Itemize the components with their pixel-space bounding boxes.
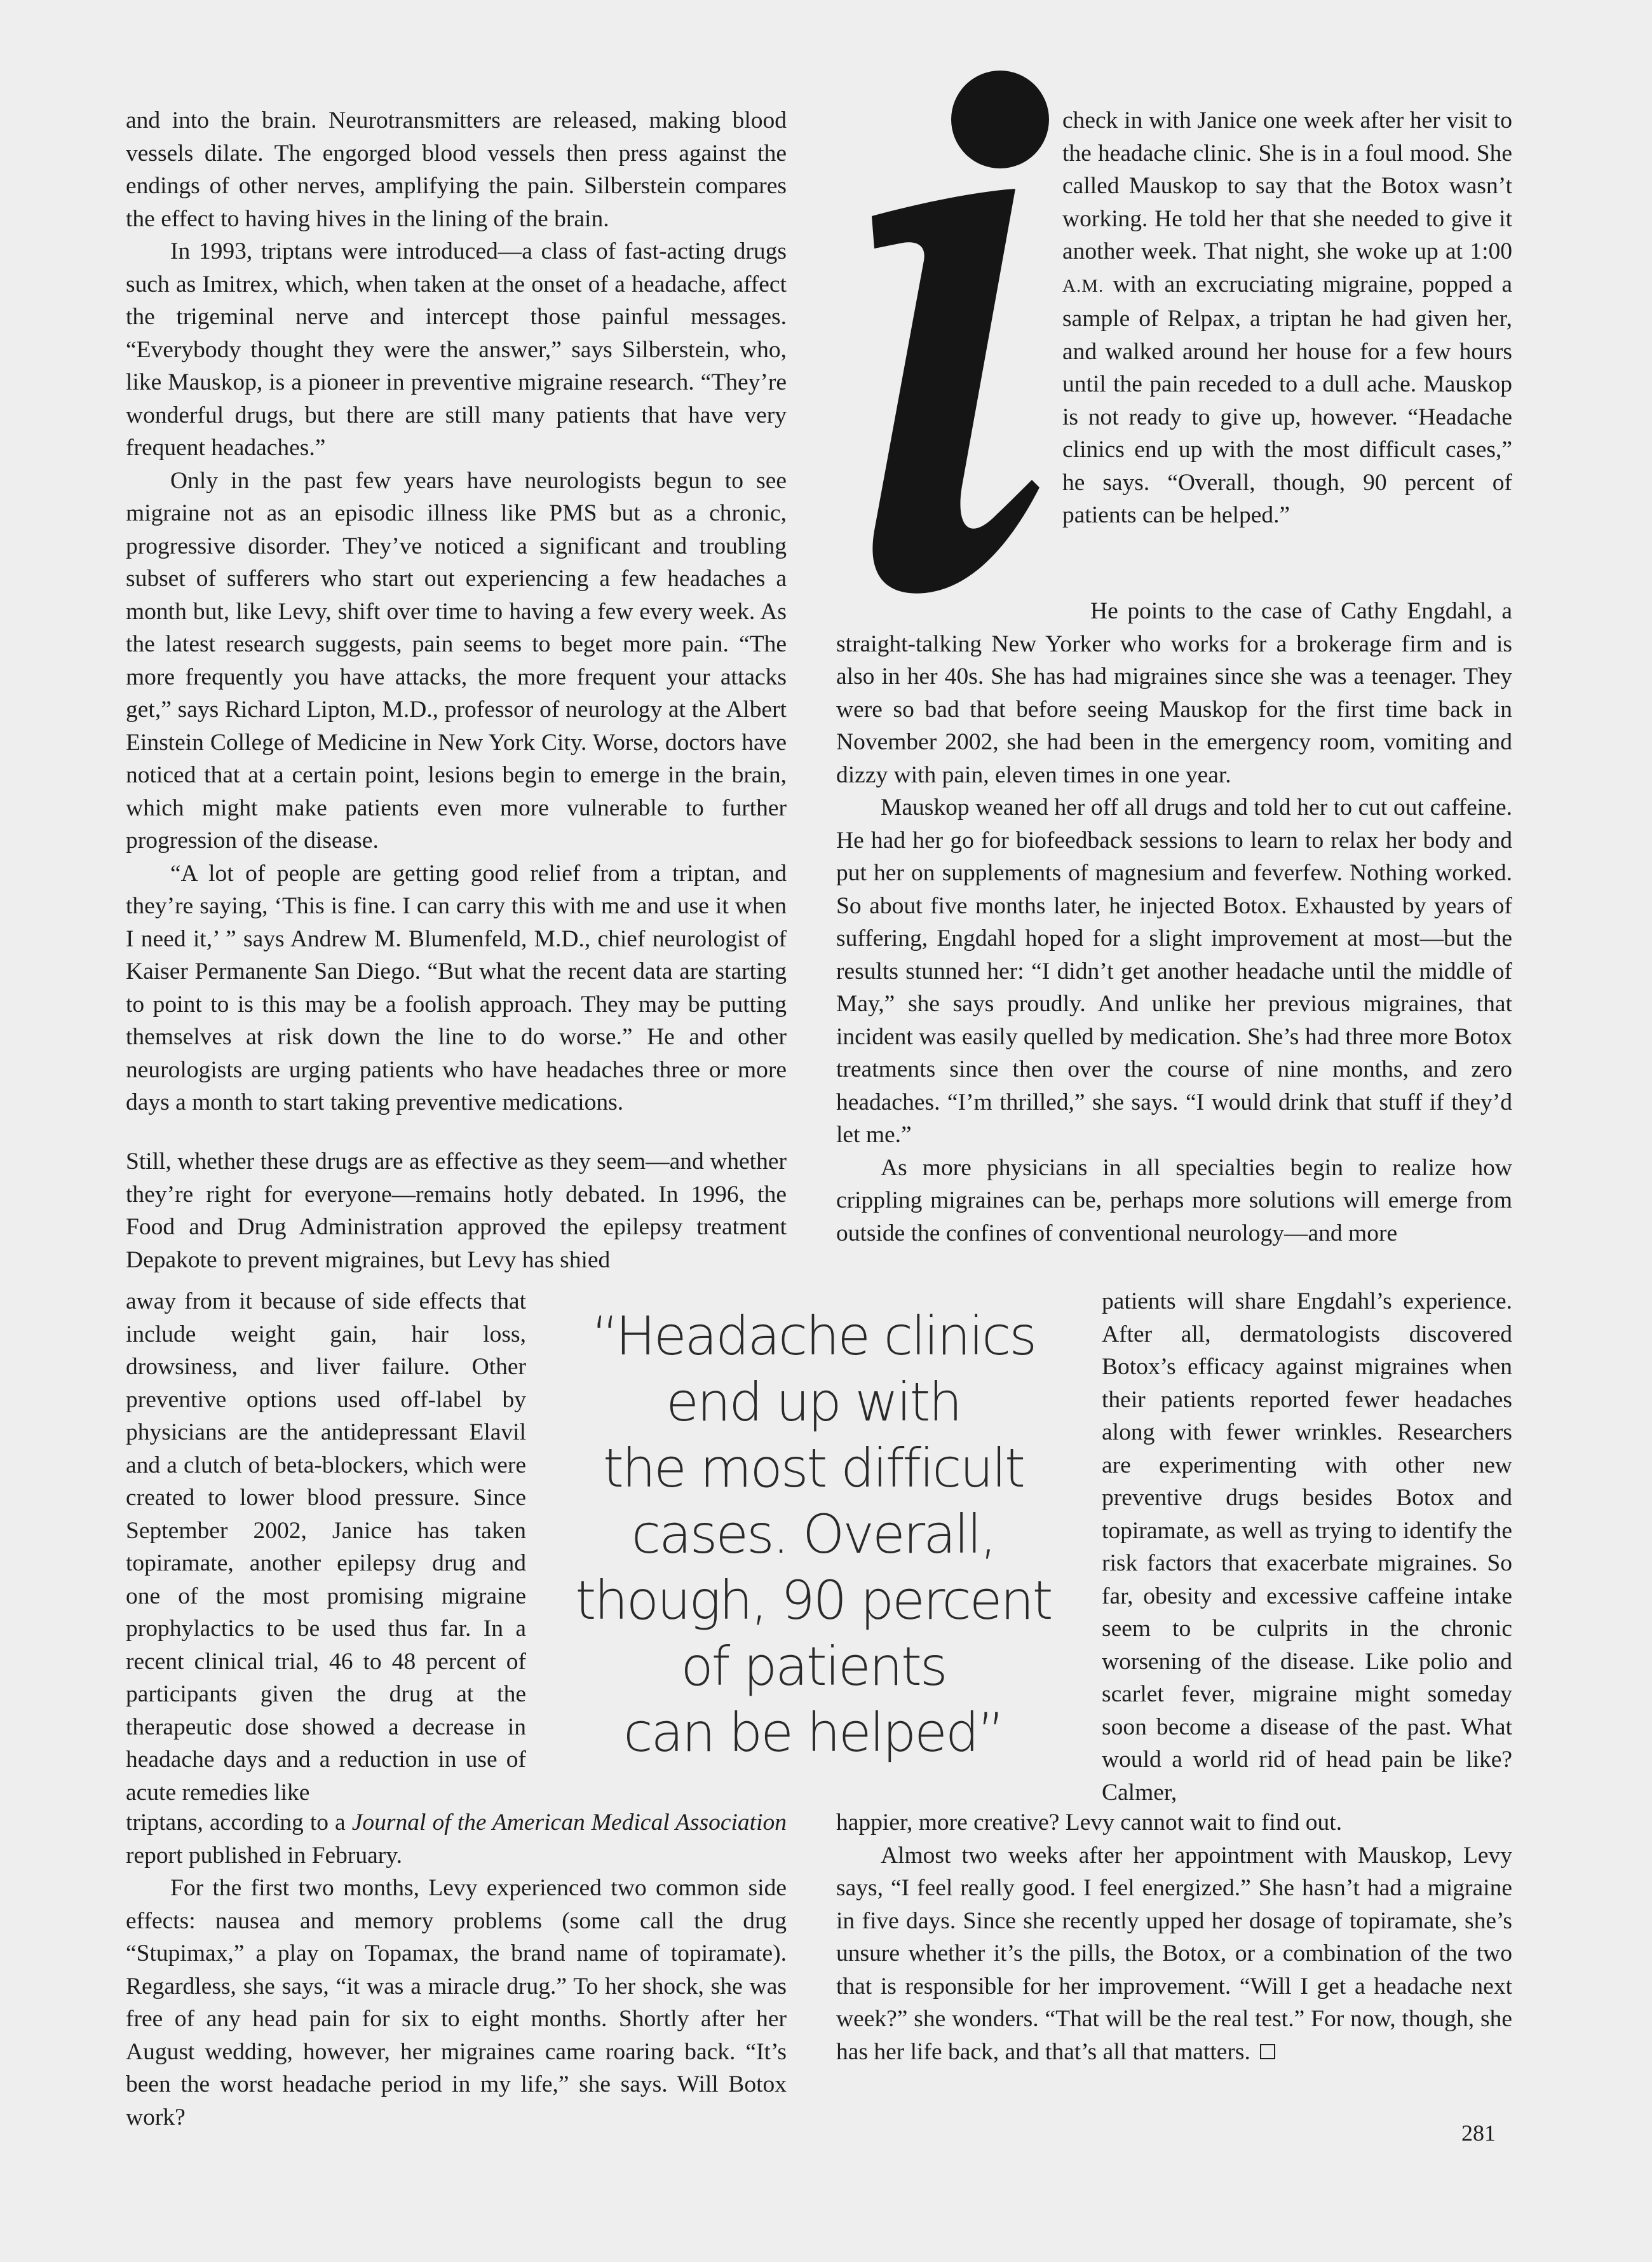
paragraph: As more physicians in all specialties begin to realize how crippling migraines can be, perhaps more solutions will emerge from outside the confines of conventional neurology—and more (836, 1154, 1512, 1246)
paragraph: For the first two months, Levy experienced two common side effects: nausea and memory problems (some call the drug “Stupimax,” a play on Topamax, the brand name of topiramate). Regardless, she says, “it was a miracle drug.” To her shock, she was free of any head pain for six to eight months. Shortly after her August wedding, however, her migraines came roaring back. “It’s been the worst headache period in my life,” she says. Will Botox work? (126, 1875, 787, 2130)
drop-cap-i (849, 41, 1059, 613)
pull-quote-line: the most difficult (602, 1437, 1024, 1499)
page-number: 281 (1461, 2120, 1496, 2146)
drop-cap-stem (872, 189, 1039, 594)
pull-quote-line: end up with (666, 1371, 961, 1433)
left-column-bottom (126, 1806, 787, 2134)
left-column-wrap-text (126, 1285, 526, 1809)
paragraph: away from it because of side effects that include weight gain, hair loss, drowsiness, and liver failure. Other preventive options used off-label by physicians are the antidepressant Elavil and a clutch of beta-blockers, which were created to lower blood pressure. Since September 2002, Janice has taken topiramate, another epilepsy drug and one of the most promising migraine prophylactics to be used thus far. In a recent clinical trial, 46 to 48 percent of participants given the drug at the therapeutic dose showed a decrease in headache days and a reduction in use of acute remedies like (126, 1288, 526, 1806)
end-mark-icon (1260, 2044, 1275, 2059)
pull-quote-line: cases. Overall, (631, 1503, 996, 1565)
pull-quote-line: though, 90 percent (575, 1569, 1052, 1632)
paragraph: check in with Janice one week after her visit to the headache clinic. She is in a foul mood. She called Mauskop to say that the Botox wasn’t working. He told her that she needed to give it another week. That night, she woke up at 1:00 A.M. with an excruciating migraine, popped a sample of Relpax, a triptan he had given her, and walked around her house for a few hours until the pain receded to a dull ache. Mauskop is not ready to give up, however. “Headache clinics end up with the most difficult cases,” he says. “Overall, though, 90 percent of patients can be helped.” (1062, 107, 1512, 528)
paragraph: He points to the case of Cathy Engdahl, a straight-talking New Yorker who works for a brokerage firm and is also in her 40s. She has had migraines since she was a teenager. They were so bad that before seeing Mauskop for the first time back in November 2002, she had been in the emergency room, vomiting and dizzy with pain, eleven times in one year. (836, 598, 1512, 788)
paragraph: Almost two weeks after her appointment with Mauskop, Levy says, “I feel really good. I feel energized.” She hasn’t had a migraine in five days. Since she recently upped her dosage of topiramate, she’s unsure whether it’s the pills, the Botox, or a combination of the two that is responsible for her improvement. “Will I get a headache next week?” she wonders. “That will be the real test.” For now, though, she has her life back, and that’s all that matters. (836, 1842, 1512, 2065)
paragraph: happier, more creative? Levy cannot wait to find out. (836, 1809, 1343, 1836)
paragraph: In 1993, triptans were introduced—a class of fast-acting drugs such as Imitrex, which, when taken at the onset of a headache, affect the trigeminal nerve and intercept those painful messages. “Everybody thought they were the answer,” says Silberstein, who, like Mauskop, is a pioneer in preventive migraine research. “They’re wonderful drugs, but there are still many patients that have very frequent headaches.” (126, 238, 787, 461)
drop-cap-dot (951, 71, 1049, 168)
paragraph: patients will share Engdahl’s experience. After all, dermatologists discovered Botox’s efficacy against migraines when their patients reported fewer headaches along with fewer wrinkles. Researchers are experimenting with other new preventive drugs besides Botox and topiramate, as well as trying to identify the risk factors that exacerbate migraines. So far, obesity and excessive caffeine intake seem to be culprits in the chronic worsening of the disease. Like polio and scarlet fever, migraine might someday soon become a disease of the past. What would a world rid of head pain be like? Calmer, (1102, 1288, 1512, 1806)
paragraph: and into the brain. Neurotransmitters are released, making blood vessels dilate. The engorged blood vessels then press against the endings of other nerves, amplifying the pain. Silberstein compares the effect to having hives in the lining of the brain. (126, 107, 787, 232)
paragraph: triptans, according to a Journal of the American Medical Association report published in February. (126, 1809, 787, 1869)
paragraph: Still, whether these drugs are as effective as they seem—and whether they’re right for everyone—remains hotly debated. In 1996, the Food and Drug Administration approved the epilepsy treatment Depakote to prevent migraines, but Levy has shied (126, 1148, 787, 1273)
paragraph: “A lot of people are getting good relief from a triptan, and they’re saying, ‘This is fine. I can carry this with me and use it when I need it,’ ” says Andrew M. Blumenfeld, M.D., chief neurologist of Kaiser Permanente San Diego. “But what the recent data are starting to point to is this may be a foolish approach. They may be putting themselves at risk down the line to do worse.” He and other neurologists are urging patients who have headaches three or more days a month to start taking preventive medications. (126, 860, 787, 1115)
pull-quote-line: can be helped” (623, 1701, 1003, 1764)
right-column-bottom (836, 1806, 1512, 2068)
left-column-top (126, 104, 787, 1119)
journal-title: Journal of the American Medical Association (351, 1809, 787, 1836)
left-column-section-break-paragraph (126, 1145, 787, 1276)
time-abbreviation: A.M. (1062, 275, 1104, 296)
right-column-top (1062, 104, 1512, 532)
paragraph: Only in the past few years have neurologists begun to see migraine not as an episodic illness like PMS but as a chronic, progressive disorder. They’ve noticed a significant and troubling subset of sufferers who start out experiencing a few headaches a month but, like Levy, shift over time to having a few every week. As the latest research suggests, pain seems to beget more pain. “The more frequently you have attacks, the more frequent your attacks get,” says Richard Lipton, M.D., professor of neurology at the Albert Einstein College of Medicine in New York City. Worse, doctors have noticed that at a certain point, lesions begin to emerge in the brain, which might make patients even more vulnerable to further progression of the disease. (126, 467, 787, 854)
right-column-middle (836, 595, 1512, 1250)
paragraph: Mauskop weaned her off all drugs and told her to cut out caffeine. He had her go for biofeedback sessions to learn to relax her body and put her on supplements of magnesium and feverfew. Nothing worked. So about five months later, he injected Botox. Exhausted by years of suffering, Engdahl hoped for a slight improvement at most—but the results stunned her: “I didn’t get another headache until the middle of May,” she says proudly. And unlike her previous migraines, that incident was easily quelled by medication. She’s had three more Botox treatments since then over the course of nine months, and zero headaches. “I’m thrilled,” she says. “I would drink that stuff if they’d let me.” (836, 794, 1512, 1148)
pull-quote-line: of patients (680, 1635, 946, 1698)
right-column-wrap-text (1102, 1285, 1512, 1809)
pull-quote-line: “Headache clinics (591, 1305, 1036, 1367)
pull-quote (553, 1303, 1074, 1766)
